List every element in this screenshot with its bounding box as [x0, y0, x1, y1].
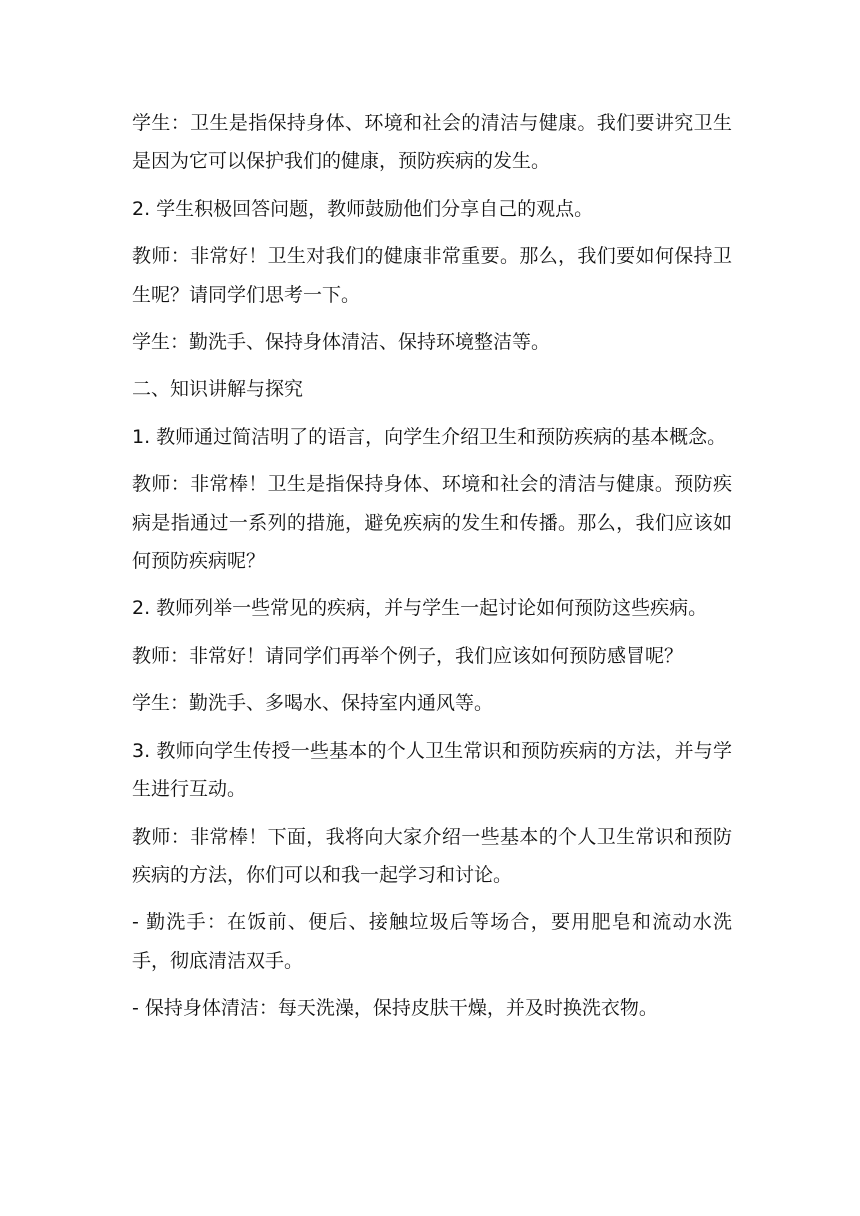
paragraph-step-3-teach-knowledge: 3. 教师向学生传授一些基本的个人卫生常识和预防疾病的方法，并与学生进行互动。 — [132, 739, 732, 801]
paragraph-student-answer-methods: 学生：勤洗手、保持身体清洁、保持环境整洁等。 — [132, 331, 551, 354]
list-item-wash-hands: - 勤洗手：在饭前、便后、接触垃圾后等场合，要用肥皂和流动水洗手，彻底清洁双手。 — [132, 911, 732, 972]
paragraph-teacher-define-prevention: 教师：非常棒！卫生是指保持身体、环境和社会的清洁与健康。预防疾病是指通过一系列的措施，避免疾病的发生和传播。那么，我们应该如何预防疾病呢？ — [132, 473, 732, 573]
paragraph-teacher-how-keep-hygiene: 教师：非常好！卫生对我们的健康非常重要。那么，我们要如何保持卫生呢？请同学们思考一下。 — [132, 245, 732, 306]
paragraph-teacher-ask-cold: 教师：非常好！请同学们再举个例子，我们应该如何预防感冒呢？ — [132, 644, 684, 667]
list-item-body-clean: - 保持身体清洁：每天洗澡，保持皮肤干燥，并及时换洗衣物。 — [132, 997, 658, 1020]
paragraph-teacher-introduce-knowledge: 教师：非常棒！下面，我将向大家介绍一些基本的个人卫生常识和预防疾病的方法，你们可以和我一起学习和讨论。 — [132, 825, 732, 886]
paragraph-student-answer-hygiene: 学生：卫生是指保持身体、环境和社会的清洁与健康。我们要讲究卫生是因为它可以保护我们的健康，预防疾病的发生。 — [132, 112, 732, 173]
paragraph-student-answer-cold: 学生：勤洗手、多喝水、保持室内通风等。 — [132, 692, 494, 715]
paragraph-step-2-list-diseases: 2. 教师列举一些常见的疾病，并与学生一起讨论如何预防这些疾病。 — [132, 597, 708, 620]
paragraph-step-1-introduce-concepts: 1. 教师通过简洁明了的语言，向学生介绍卫生和预防疾病的基本概念。 — [132, 425, 727, 448]
document-body — [132, 104, 732, 1037]
section-heading-knowledge: 二、知识讲解与探究 — [132, 378, 304, 401]
paragraph-step-2-students-answer: 2. 学生积极回答问题，教师鼓励他们分享自己的观点。 — [132, 197, 594, 220]
